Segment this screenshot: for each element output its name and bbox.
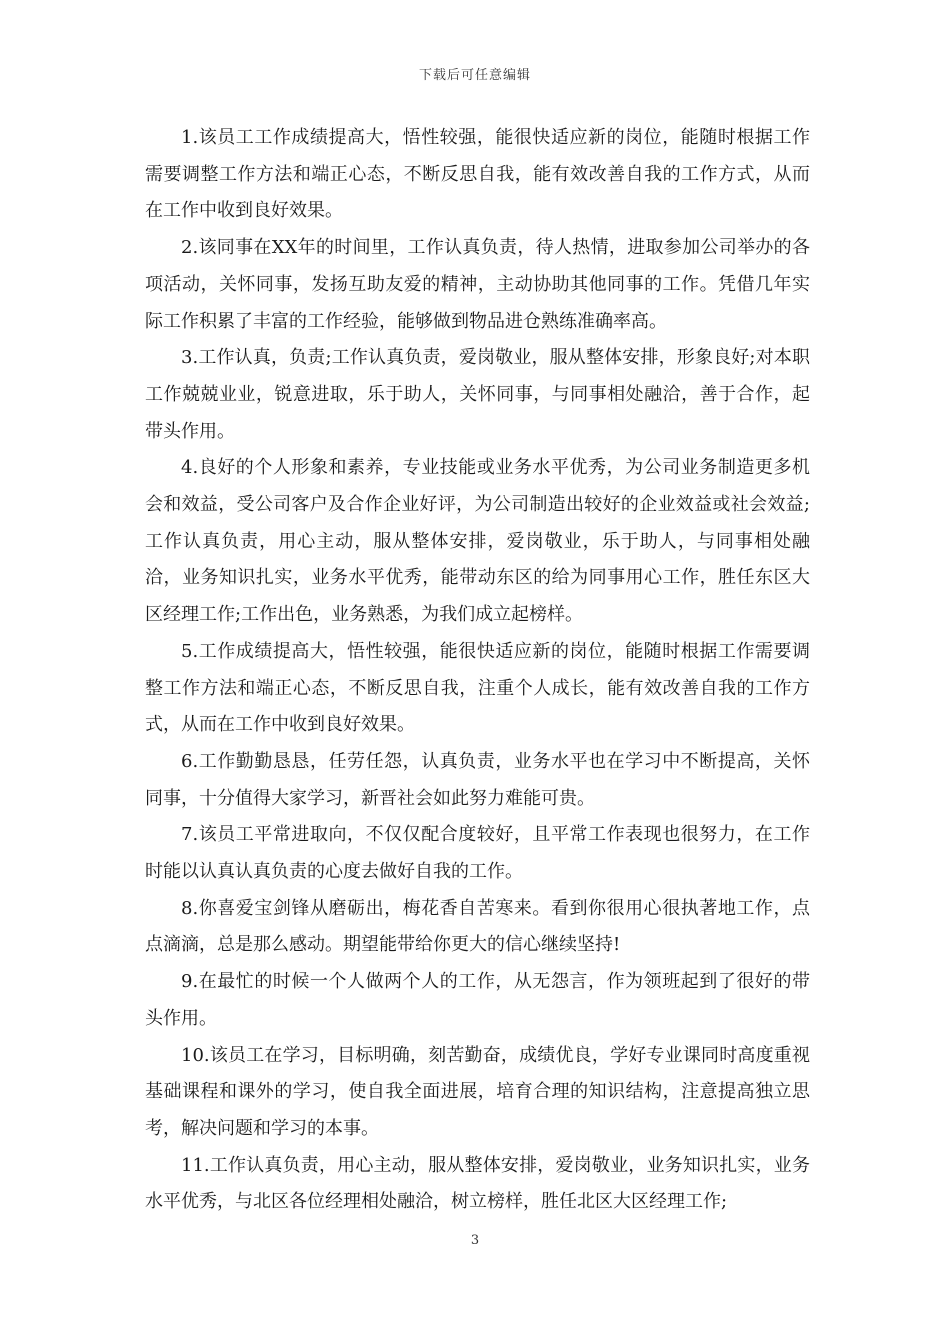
paragraph-4: 4.良好的个人形象和素养，专业技能或业务水平优秀，为公司业务制造更多机会和效益，受公司客户及合作企业好评，为公司制造出较好的企业效益或社会效益;工作认真负责，用心主动，服从整体安排，爱岗敬业，乐于助人，与同事相处融洽，业务知识扎实，业务水平优秀，能带动东区的给为同事用心工作，胜任东区大区经理工作;工作出色，业务熟悉，为我们成立起榜样。 [145,457,810,626]
page-header: 下载后可任意编辑 [418,68,531,83]
page-number: 3 [470,1233,480,1248]
paragraph-9: 9.在最忙的时候一个人做两个人的工作，从无怨言，作为领班起到了很好的带头作用。 [145,971,810,1029]
paragraph-10: 10.该员工在学习，目标明确，刻苦勤奋，成绩优良，学好专业课同时高度重视基础课程和课外的学习，使自我全面进展，培育合理的知识结构，注意提高独立思考，解决问题和学习的本事。 [145,1044,810,1139]
paragraph-11: 11.工作认真负责，用心主动，服从整体安排，爱岗敬业，业务知识扎实，业务水平优秀，与北区各位经理相处融洽，树立榜样，胜任北区大区经理工作; [145,1154,810,1213]
paragraph-8: 8.你喜爱宝剑锋从磨砺出，梅花香自苦寒来。看到你很用心很执著地工作，点点滴滴，总是那么感动。期望能带给你更大的信心继续坚持! [145,897,810,956]
document-body [145,120,810,1221]
paragraph-1: 1.该员工工作成绩提高大，悟性较强，能很快适应新的岗位，能随时根据工作需要调整工作方法和端正心态，不断反思自我，能有效改善自我的工作方式，从而在工作中收到良好效果。 [145,127,810,222]
paragraph-3: 3.工作认真，负责;工作认真负责，爱岗敬业，服从整体安排，形象良好;对本职工作兢兢业业，锐意进取，乐于助人，关怀同事，与同事相处融洽，善于合作，起带头作用。 [145,347,810,442]
paragraph-6: 6.工作勤勤恳恳，任劳任怨，认真负责，业务水平也在学习中不断提高，关怀同事，十分值得大家学习，新晋社会如此努力难能可贵。 [145,750,810,809]
paragraph-5: 5.工作成绩提高大，悟性较强，能很快适应新的岗位，能随时根据工作需要调整工作方法和端正心态，不断反思自我，注重个人成长，能有效改善自我的工作方式，从而在工作中收到良好效果。 [145,640,810,736]
paragraph-7: 7.该员工平常进取向，不仅仅配合度较好，且平常工作表现也很努力，在工作时能以认真认真负责的心度去做好自我的工作。 [145,824,810,883]
paragraph-2: 2.该同事在XX年的时间里，工作认真负责，待人热情，进取参加公司举办的各项活动，关怀同事，发扬互助友爱的精神，主动协助其他同事的工作。凭借几年实际工作积累了丰富的工作经验，能够做到物品进仓熟练准确率高。 [145,237,810,332]
